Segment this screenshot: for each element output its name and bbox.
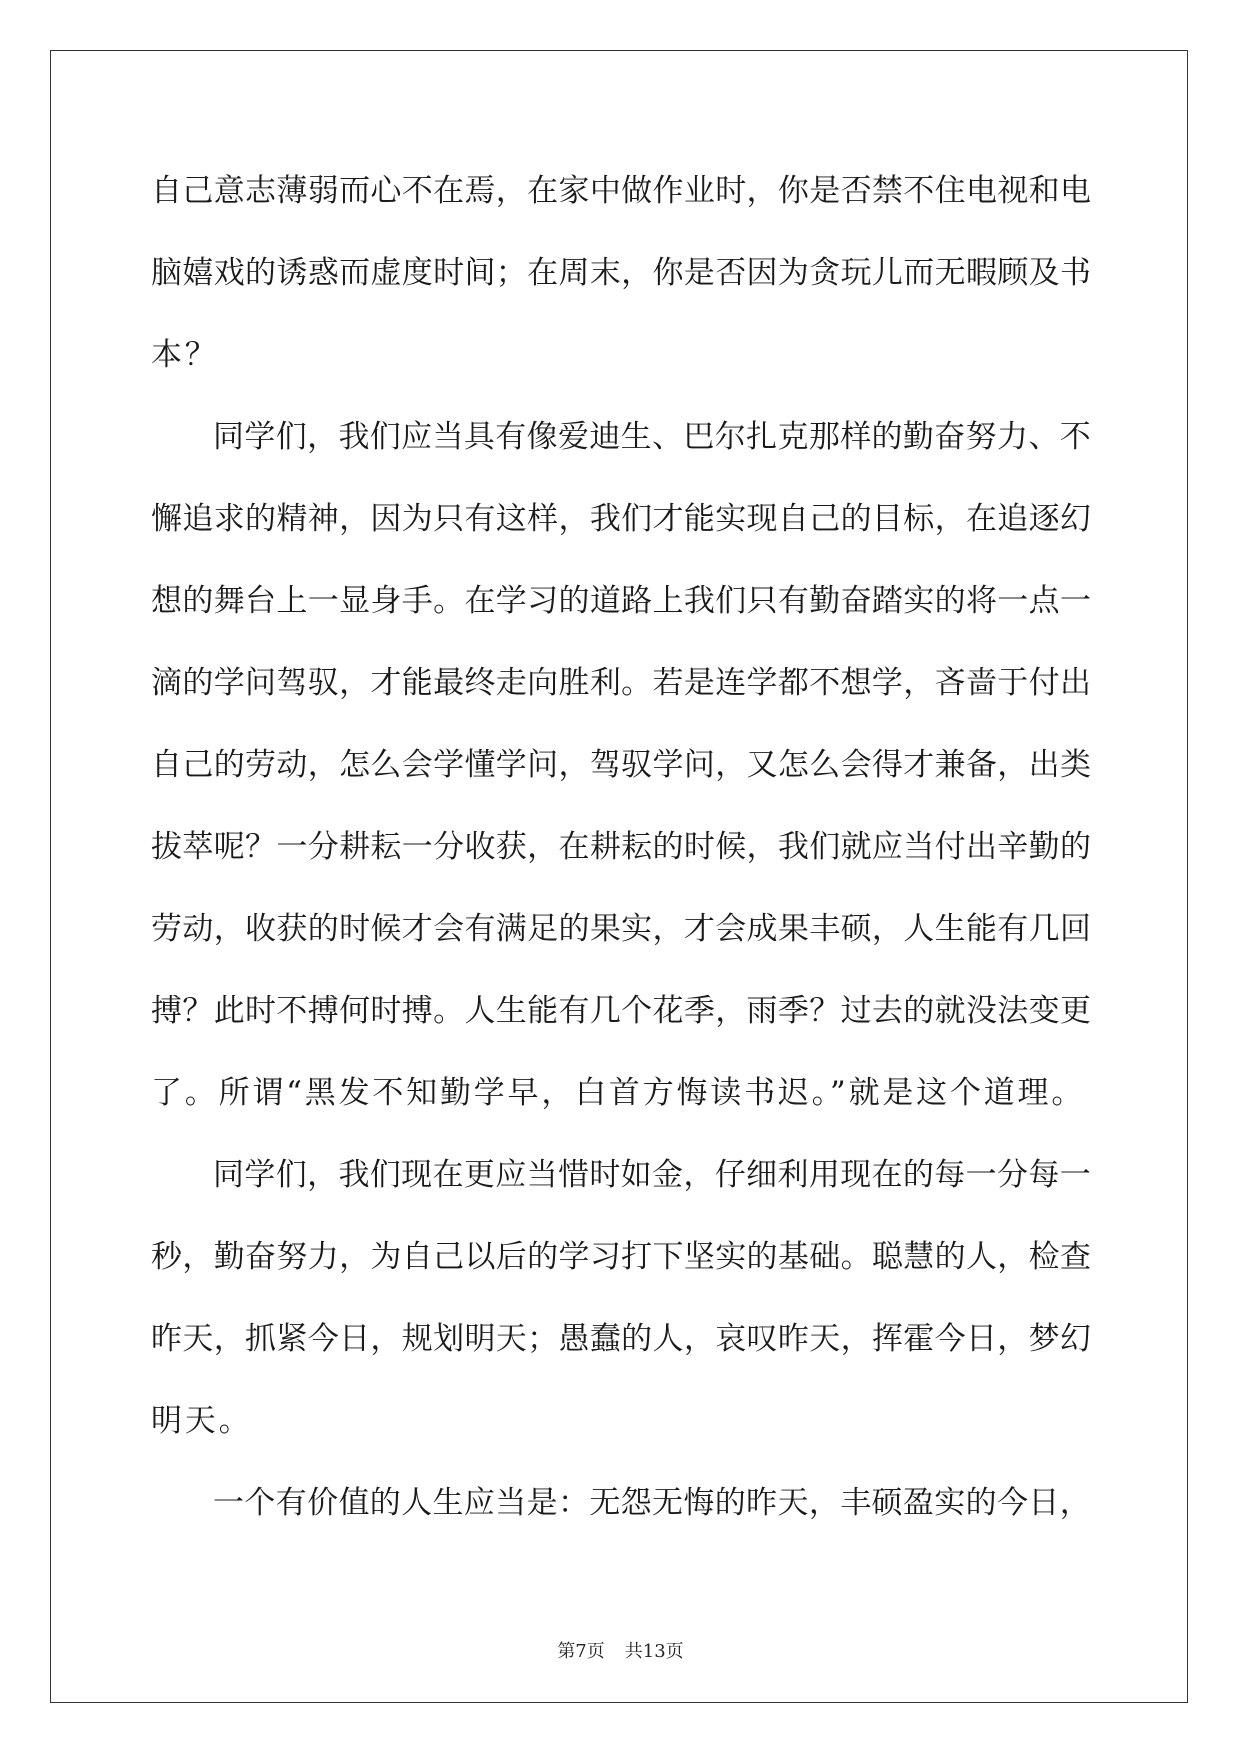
text-line — [151, 324, 1091, 406]
text-line-content: 同 学 们 ， 我 们 现 在 更 应 当 惜 时 如 金 ， 仔 细 利 用 现 在 的 每 一 分 每 一 — [213, 1157, 1091, 1193]
text-line — [151, 816, 1091, 898]
text-line — [151, 980, 1091, 1062]
text-line — [151, 160, 1091, 242]
text-line-content: 昨 天 ， 抓 紧 今 日 ， 规 划 明 天 ； 愚 蠢 的 人 ， 哀 叹 昨 天 ， 挥 霍 今 日 ， 梦 幻 — [151, 1321, 1091, 1357]
text-line — [151, 1308, 1091, 1390]
text-line — [151, 570, 1091, 652]
text-line — [151, 242, 1091, 324]
text-line — [151, 406, 1091, 488]
text-line-content: 搏 ？ 此 时 不 搏 何 时 搏 。 人 生 能 有 几 个 花 季 ， 雨 季 ？ 过 去 的 就 没 法 变 更 — [151, 993, 1091, 1029]
text-line-content: 脑 嬉 戏 的 诱 惑 而 虚 度 时 间 ； 在 周 末 ， 你 是 否 因 为 贪 玩 儿 而 无 暇 顾 及 书 — [151, 255, 1091, 291]
text-line-content: 本？ — [151, 337, 219, 373]
text-line-content: 劳 动 ， 收 获 的 时 候 才 会 有 满 足 的 果 实 ， 才 会 成 果 丰 硕 ， 人 生 能 有 几 回 — [151, 911, 1091, 947]
text-line-content: 自 己 的 劳 动 ， 怎 么 会 学 懂 学 问 ， 驾 驭 学 问 ， 又 怎 么 会 得 才 兼 备 ， 出 类 — [151, 747, 1091, 783]
text-line-content: 滴 的 学 问 驾 驭 ， 才 能 最 终 走 向 胜 利 。 若 是 连 学 都 不 想 学 ， 吝 啬 于 付 出 — [151, 665, 1091, 701]
text-line — [151, 652, 1091, 734]
text-line-content: 秒 ， 勤 奋 努 力 ， 为 自 己 以 后 的 学 习 打 下 坚 实 的 基 础 。 聪 慧 的 人 ， 检 查 — [151, 1239, 1091, 1275]
page-footer — [0, 1637, 1241, 1663]
text-line — [151, 488, 1091, 570]
text-line-content: 想 的 舞 台 上 一 显 身 手 。 在 学 习 的 道 路 上 我 们 只 有 勤 奋 踏 实 的 将 一 点 一 — [151, 583, 1091, 619]
page-number: 第7页 — [557, 1641, 605, 1662]
page-total: 共13页 — [624, 1641, 684, 1662]
text-line-content: 自 己 意 志 薄 弱 而 心 不 在 焉 ， 在 家 中 做 作 业 时 ， 你 是 否 禁 不 住 电 视 和 电 — [151, 173, 1091, 209]
text-line — [151, 1226, 1091, 1308]
text-line-content: 明天。 — [151, 1403, 253, 1439]
text-line — [151, 1144, 1091, 1226]
text-line-content: 一 个 有 价 值 的 人 生 应 当 是 ： 无 怨 无 悔 的 昨 天 ， 丰 硕 盈 实 的 今 日 ， — [213, 1485, 1091, 1521]
text-line-content: 了。所谓“黑发不知勤学早，白首方悔读书迟。”就是这个道理。 — [151, 1075, 1086, 1111]
document-body — [151, 160, 1091, 1554]
text-line-content: 懈 追 求 的 精 神 ， 因 为 只 有 这 样 ， 我 们 才 能 实 现 自 己 的 目 标 ， 在 追 逐 幻 — [151, 501, 1091, 537]
text-line — [151, 734, 1091, 816]
text-line — [151, 1062, 1091, 1144]
text-line-content: 同 学 们 ， 我 们 应 当 具 有 像 爱 迪 生 、 巴 尔 扎 克 那 样 的 勤 奋 努 力 、 不 — [213, 419, 1091, 455]
text-line — [151, 1390, 1091, 1472]
text-line-content: 拔 萃 呢 ？ 一 分 耕 耘 一 分 收 获 ， 在 耕 耘 的 时 候 ， 我 们 就 应 当 付 出 辛 勤 的 — [151, 829, 1091, 865]
text-line — [151, 1472, 1091, 1554]
text-line — [151, 898, 1091, 980]
